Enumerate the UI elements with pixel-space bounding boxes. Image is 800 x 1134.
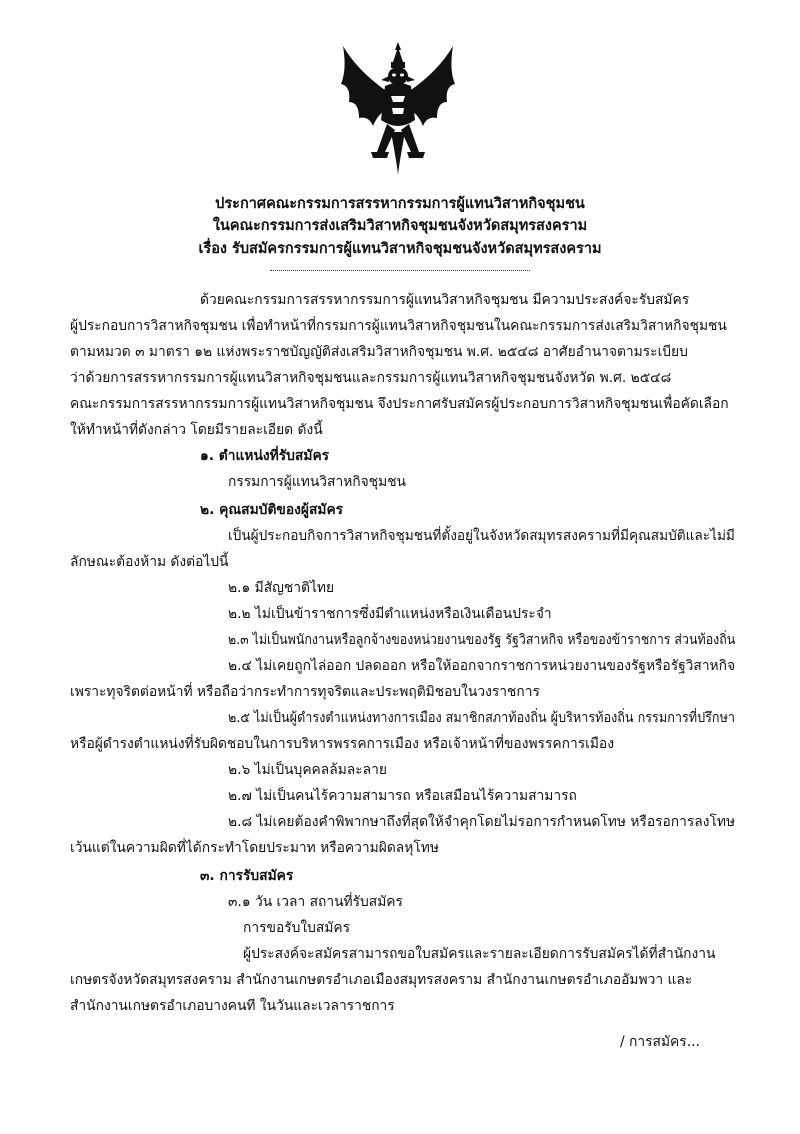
garuda-emblem-icon (337, 40, 459, 180)
page-continuation: / การสมัคร... (620, 1034, 700, 1050)
qualification-item-8a: ๒.๘ ไม่เคยต้องคำพิพากษาถึงที่สุดให้จำคุกโดยไม่รอการกำหนดโทษ หรือรอการลงโทษ (228, 814, 736, 830)
title-divider (270, 270, 530, 271)
qualification-item-7: ๒.๗ ไม่เป็นคนไร้ความสามารถ หรือเสมือนไร้ความสามารถ (228, 788, 577, 804)
section3-paragraph-3: สำนักงานเกษตรอำเภอบางคนที ในวันและเวลาราชการ (70, 998, 395, 1014)
intro-line-6: ให้ทำหน้าที่ดังกล่าว โดยมีรายละเอียด ดังนี้ (70, 422, 323, 438)
intro-line-2: ผู้ประกอบการวิสาหกิจชุมชน เพื่อทำหน้าที่กรรมการผู้แทนวิสาหกิจชุมชนในคณะกรรมการส่งเสริมวิสาหกิจชุมชน (70, 318, 727, 334)
section1-text: กรรมการผู้แทนวิสาหกิจชุมชน (228, 474, 406, 490)
section3-paragraph-1: ผู้ประสงค์จะสมัครสามารถขอใบสมัครและรายละเอียดการรับสมัครได้ที่สำนักงาน (243, 946, 716, 962)
intro-line-1: ด้วยคณะกรรมการสรรหากรรมการผู้แทนวิสาหกิจชุมชน มีความประสงค์จะรับสมัคร (200, 292, 690, 308)
section3-paragraph-2: เกษตรจังหวัดสมุทรสงคราม สำนักงานเกษตรอำเภอเมืองสมุทรสงคราม สำนักงานเกษตรอำเภออัมพวา และ (70, 972, 693, 988)
title-line-3: เรื่อง รับสมัครกรรมการผู้แทนวิสาหกิจชุมชนจังหวัดสมุทรสงคราม (198, 241, 602, 257)
qualification-item-4a: ๒.๔ ไม่เคยถูกไล่ออก ปลดออก หรือให้ออกจากราชการหน่วยงานของรัฐหรือรัฐวิสาหกิจ (228, 658, 736, 674)
section3-sub1: ๓.๑ วัน เวลา สถานที่รับสมัคร (228, 894, 403, 910)
qualification-item-1: ๒.๑ มีสัญชาติไทย (228, 580, 335, 596)
intro-line-3: ตามหมวด ๓ มาตรา ๑๒ แห่งพระราชบัญญัติส่งเสริมวิสาหกิจชุมชน พ.ศ. ๒๕๔๘ อาศัยอำนาจตามระเบียบ (70, 344, 688, 360)
qualification-item-6: ๒.๖ ไม่เป็นบุคคลล้มละลาย (228, 762, 387, 778)
section2-intro-1: เป็นผู้ประกอบกิจการวิสาหกิจชุมชนที่ตั้งอยู่ในจังหวัดสมุทรสงครามที่มีคุณสมบัติและไม่มี (228, 528, 735, 544)
title-line-1: ประกาศคณะกรรมการสรรหากรรมการผู้แทนวิสาหกิจชุมชน (215, 196, 585, 212)
qualification-item-5a: ๒.๕ ไม่เป็นผู้ดำรงตำแหน่งทางการเมือง สมาชิกสภาท้องถิ่น ผู้บริหารท้องถิ่น กรรมการที่ปรึกษา (228, 710, 736, 726)
intro-line-4: ว่าด้วยการสรรหากรรมการผู้แทนวิสาหกิจชุมชนและกรรมการผู้แทนวิสาหกิจชุมชนจังหวัด พ.ศ. ๒๕๔๘ (70, 370, 672, 386)
section2-intro-2: ลักษณะต้องห้าม ดังต่อไปนี้ (70, 554, 229, 570)
section3-heading: ๓. การรับสมัคร (200, 868, 294, 884)
intro-line-5: คณะกรรมการสรรหากรรมการผู้แทนวิสาหกิจชุมชน จึงประกาศรับสมัครผู้ประกอบการวิสาหกิจชุมชนเพื่อคัดเลือก (70, 396, 729, 412)
qualification-item-5b: หรือผู้ดำรงตำแหน่งที่รับผิดชอบในการบริหารพรรคการเมือง หรือเจ้าหน้าที่ของพรรคการเมือง (70, 736, 614, 752)
title-line-2: ในคณะกรรมการส่งเสริมวิสาหกิจชุมชนจังหวัดสมุทรสงคราม (212, 218, 588, 234)
section3-sub1a: การขอรับใบสมัคร (243, 920, 351, 936)
qualification-item-3: ๒.๓ ไม่เป็นพนักงานหรือลูกจ้างของหน่วยงานของรัฐ รัฐวิสาหกิจ หรือของข้าราชการ ส่วนท้องถิ่น (228, 632, 736, 648)
section2-heading: ๒. คุณสมบัติของผู้สมัคร (200, 502, 344, 518)
section1-heading: ๑. ตำแหน่งที่รับสมัคร (200, 448, 330, 464)
qualification-item-4b: เพราะทุจริตต่อหน้าที่ หรือถือว่ากระทำการทุจริตและประพฤติมิชอบในวงราชการ (70, 684, 540, 700)
qualification-item-8b: เว้นแต่ในความผิดที่ได้กระทำโดยประมาท หรือความผิดลหุโทษ (70, 840, 439, 856)
qualification-item-2: ๒.๒ ไม่เป็นข้าราชการซึ่งมีตำแหน่งหรือเงินเดือนประจำ (228, 606, 552, 622)
